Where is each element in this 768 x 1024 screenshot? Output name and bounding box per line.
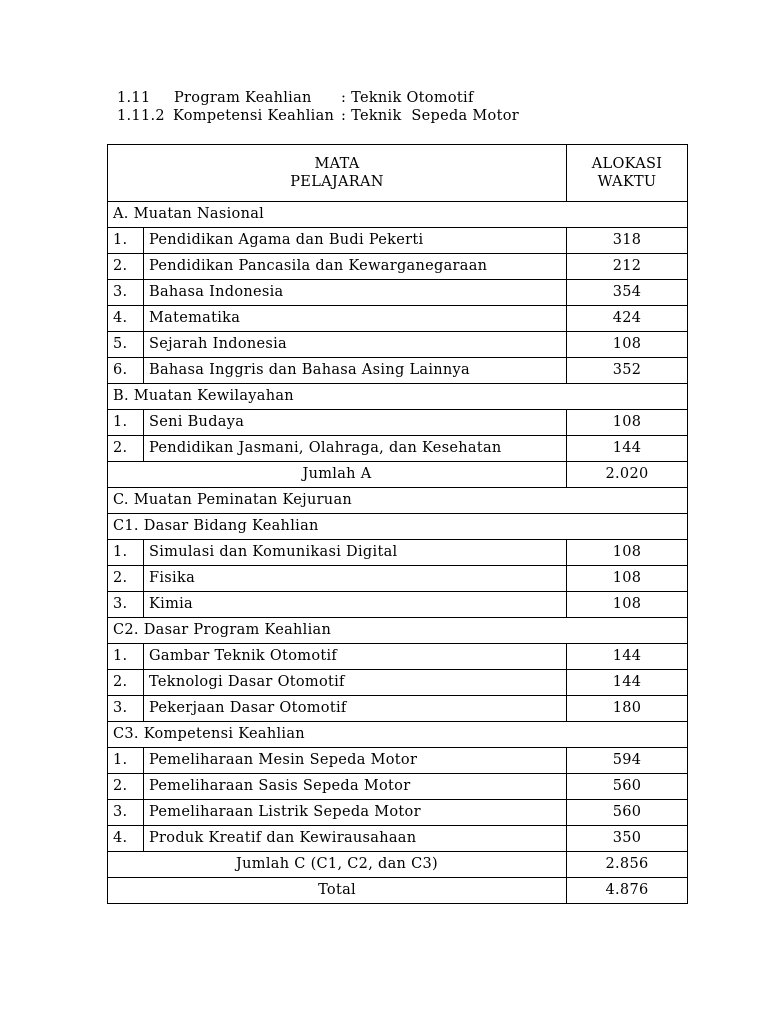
row-subject: Simulasi dan Komunikasi Digital (144, 540, 567, 566)
row-number: 1. (108, 644, 144, 670)
row-hours: 144 (567, 644, 688, 670)
subtotal-row (108, 852, 688, 878)
total-value: 4.876 (567, 878, 688, 904)
table-row (108, 332, 688, 358)
table-row (108, 826, 688, 852)
row-number: 5. (108, 332, 144, 358)
subsection-row (108, 722, 688, 748)
row-number: 1. (108, 540, 144, 566)
program-keahlian-line (117, 89, 519, 107)
row-number: 3. (108, 280, 144, 306)
row-hours: 108 (567, 410, 688, 436)
row-hours: 144 (567, 670, 688, 696)
table-row (108, 670, 688, 696)
program-value: : Teknik Otomotif (341, 90, 474, 106)
program-label: Program Keahlian (174, 90, 312, 106)
table-row (108, 748, 688, 774)
row-subject: Teknologi Dasar Otomotif (144, 670, 567, 696)
row-subject: Bahasa Inggris dan Bahasa Asing Lainnya (144, 358, 567, 384)
table-header-row (108, 145, 688, 202)
table-row (108, 644, 688, 670)
row-number: 1. (108, 748, 144, 774)
subtotal-c-label: Jumlah C (C1, C2, dan C3) (108, 852, 567, 878)
row-subject: Fisika (144, 566, 567, 592)
row-subject: Produk Kreatif dan Kewirausahaan (144, 826, 567, 852)
row-hours: 594 (567, 748, 688, 774)
subsection-row (108, 514, 688, 540)
row-subject: Matematika (144, 306, 567, 332)
table-row (108, 566, 688, 592)
row-subject: Sejarah Indonesia (144, 332, 567, 358)
section-a-title: A. Muatan Nasional (108, 202, 688, 228)
row-hours: 354 (567, 280, 688, 306)
table-row (108, 358, 688, 384)
section-b-title: B. Muatan Kewilayahan (108, 384, 688, 410)
row-hours: 212 (567, 254, 688, 280)
table-row (108, 280, 688, 306)
row-hours: 424 (567, 306, 688, 332)
section-c3-title: C3. Kompetensi Keahlian (108, 722, 688, 748)
row-hours: 108 (567, 592, 688, 618)
table-row (108, 540, 688, 566)
row-hours: 318 (567, 228, 688, 254)
table-row (108, 800, 688, 826)
table-row (108, 696, 688, 722)
section-row (108, 384, 688, 410)
row-number: 2. (108, 254, 144, 280)
total-row (108, 878, 688, 904)
section-c1-title: C1. Dasar Bidang Keahlian (108, 514, 688, 540)
row-number: 3. (108, 800, 144, 826)
subtotal-c-value: 2.856 (567, 852, 688, 878)
subtotal-a-label: Jumlah A (108, 462, 567, 488)
table-row (108, 436, 688, 462)
curriculum-table (107, 144, 688, 904)
header-time-line1: ALOKASI (591, 156, 663, 172)
header-subject-line2: PELAJARAN (290, 174, 384, 190)
header-time (567, 145, 688, 202)
row-hours: 560 (567, 774, 688, 800)
row-number: 2. (108, 670, 144, 696)
row-number: 4. (108, 306, 144, 332)
section-row (108, 202, 688, 228)
row-subject: Pekerjaan Dasar Otomotif (144, 696, 567, 722)
kompetensi-keahlian-line (117, 107, 519, 125)
table-row (108, 592, 688, 618)
table-row (108, 254, 688, 280)
row-hours: 108 (567, 566, 688, 592)
table-row (108, 410, 688, 436)
row-hours: 560 (567, 800, 688, 826)
row-hours: 144 (567, 436, 688, 462)
row-number: 3. (108, 592, 144, 618)
table-row (108, 306, 688, 332)
kompetensi-label: Kompetensi Keahlian (173, 108, 335, 124)
row-number: 1. (108, 410, 144, 436)
kompetensi-value: : Teknik Sepeda Motor (341, 108, 519, 124)
row-subject: Pendidikan Jasmani, Olahraga, dan Kesehatan (144, 436, 567, 462)
row-subject: Pemeliharaan Listrik Sepeda Motor (144, 800, 567, 826)
row-number: 2. (108, 436, 144, 462)
row-subject: Bahasa Indonesia (144, 280, 567, 306)
subsection-number: 1.11.2 (117, 108, 165, 124)
row-subject: Seni Budaya (144, 410, 567, 436)
table-row (108, 774, 688, 800)
row-subject: Pendidikan Pancasila dan Kewarganegaraan (144, 254, 567, 280)
row-hours: 350 (567, 826, 688, 852)
row-subject: Pemeliharaan Mesin Sepeda Motor (144, 748, 567, 774)
row-hours: 180 (567, 696, 688, 722)
total-label: Total (108, 878, 567, 904)
row-number: 3. (108, 696, 144, 722)
row-subject: Pendidikan Agama dan Budi Pekerti (144, 228, 567, 254)
header-subject (108, 145, 567, 202)
row-hours: 108 (567, 540, 688, 566)
header-subject-line1: MATA (314, 156, 360, 172)
row-subject: Gambar Teknik Otomotif (144, 644, 567, 670)
section-row (108, 488, 688, 514)
row-subject: Pemeliharaan Sasis Sepeda Motor (144, 774, 567, 800)
subsection-row (108, 618, 688, 644)
section-number: 1.11 (117, 90, 151, 106)
row-number: 2. (108, 774, 144, 800)
document-heading (117, 89, 519, 125)
table-row (108, 228, 688, 254)
header-time-line2: WAKTU (597, 174, 657, 190)
row-hours: 352 (567, 358, 688, 384)
row-number: 1. (108, 228, 144, 254)
row-number: 2. (108, 566, 144, 592)
subtotal-row (108, 462, 688, 488)
section-c2-title: C2. Dasar Program Keahlian (108, 618, 688, 644)
section-c-title: C. Muatan Peminatan Kejuruan (108, 488, 688, 514)
row-hours: 108 (567, 332, 688, 358)
row-number: 6. (108, 358, 144, 384)
subtotal-a-value: 2.020 (567, 462, 688, 488)
row-number: 4. (108, 826, 144, 852)
row-subject: Kimia (144, 592, 567, 618)
